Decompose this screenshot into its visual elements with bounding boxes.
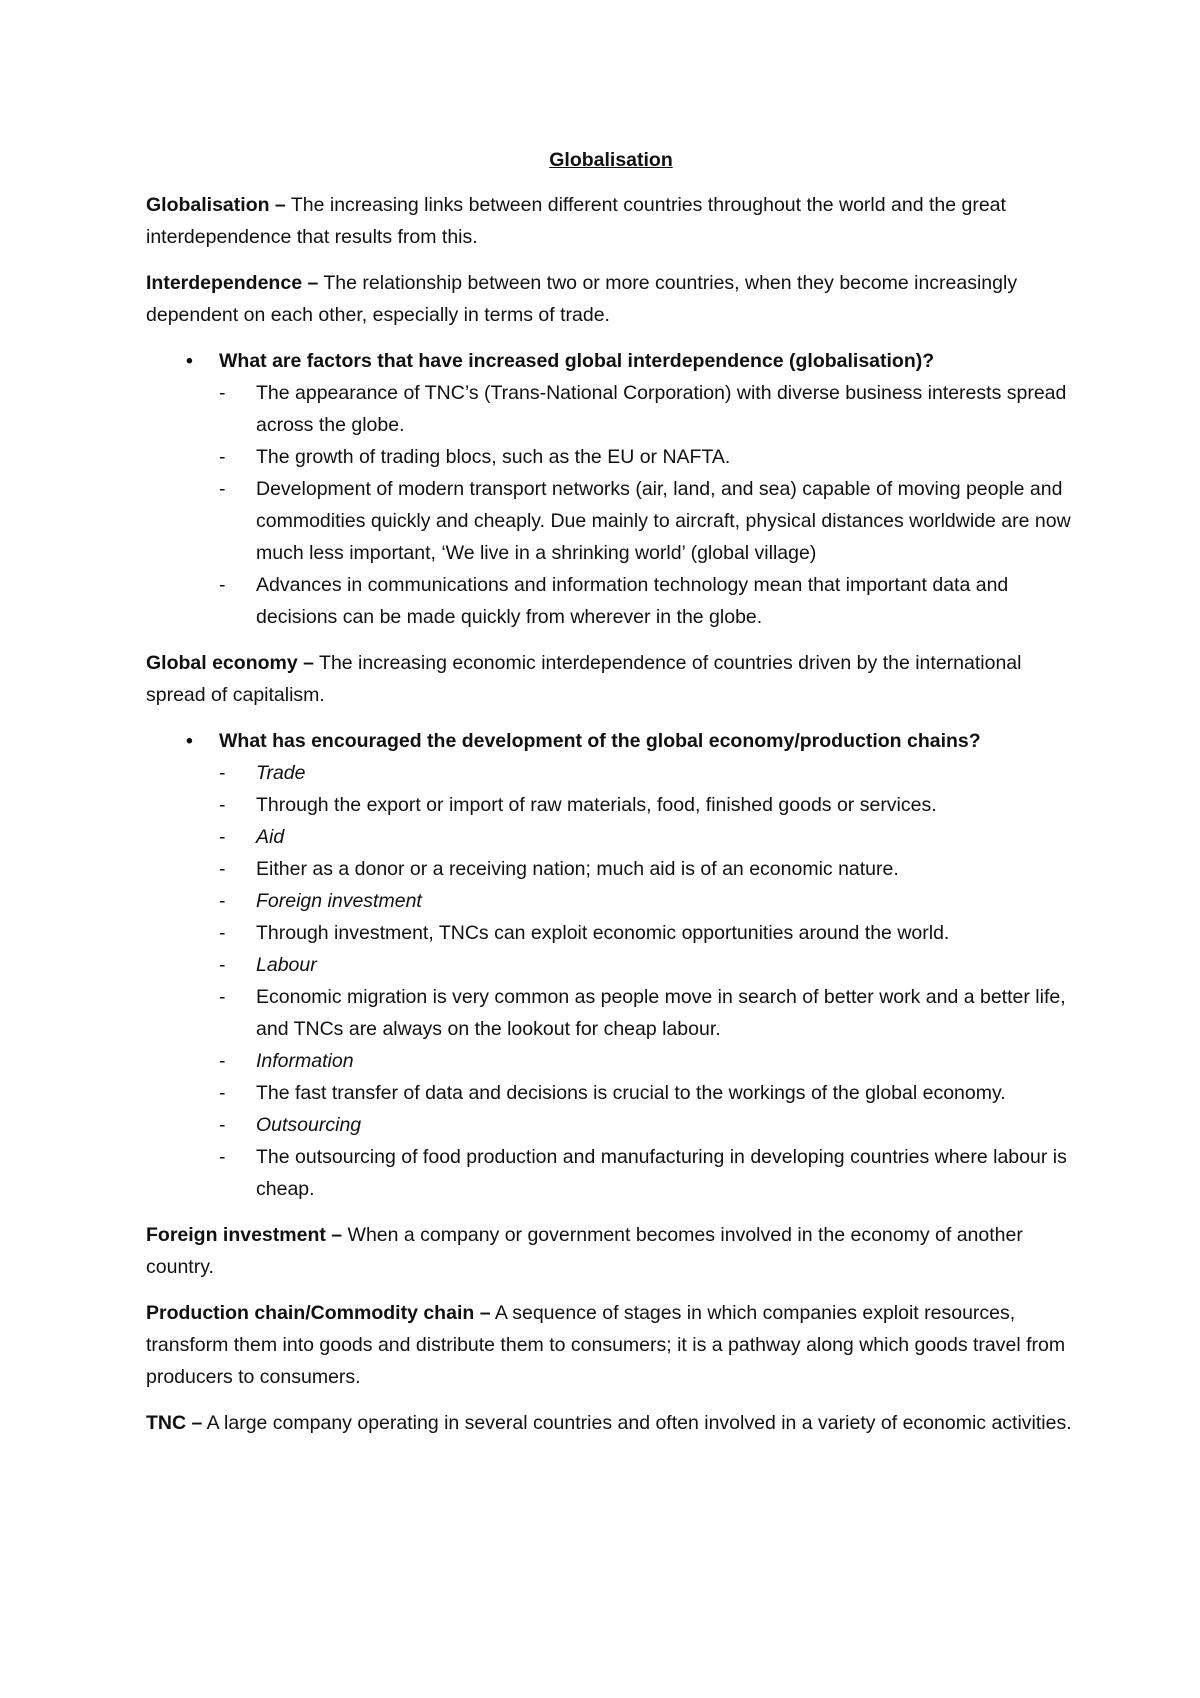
list-item-text: Through investment, TNCs can exploit economic opportunities around the world. — [256, 922, 950, 944]
term-label: TNC – — [146, 1412, 203, 1434]
list-item — [146, 569, 1076, 633]
dash-icon: - — [219, 1114, 226, 1136]
list-item-heading — [146, 1045, 1076, 1077]
dash-icon: - — [219, 858, 226, 880]
definition-text: The increasing links between different countries throughout the world and the great interdependence that results from this. — [146, 194, 1006, 248]
list-item-text: Development of modern transport networks (air, land, and sea) capable of moving people and commodities quickly and cheaply. Due mainly to aircraft, physical distances worldwide are now much less important, ‘We live in a shrinking world’ (global village) — [256, 478, 1071, 564]
definition-text: A large company operating in several countries and often involved in a variety of economic activities. — [202, 1412, 1072, 1434]
list-item-heading — [146, 1109, 1076, 1141]
list-item-text: Through the export or import of raw materials, food, finished goods or services. — [256, 794, 937, 816]
list-item-heading — [146, 821, 1076, 853]
list-item-text: The outsourcing of food production and manufacturing in developing countries where labour is cheap. — [256, 1146, 1067, 1200]
list-item-text: Information — [256, 1050, 354, 1072]
dash-icon: - — [219, 446, 226, 468]
question-text: What has encouraged the development of the global economy/production chains? — [219, 730, 981, 752]
question-global-economy — [146, 725, 1076, 757]
list-item-text: Outsourcing — [256, 1114, 362, 1136]
page-title: Globalisation — [549, 149, 673, 171]
list-item-text: The appearance of TNC’s (Trans-National Corporation) with diverse business interests spread across the globe. — [256, 382, 1067, 436]
list-item — [146, 1141, 1076, 1205]
bullet-icon: • — [186, 350, 193, 372]
term-label: Globalisation – — [146, 194, 286, 216]
list-item-heading — [146, 757, 1076, 789]
list-item — [146, 917, 1076, 949]
dash-icon: - — [219, 794, 226, 816]
definition-text: The relationship between two or more countries, when they become increasingly dependent on each other, especially in terms of trade. — [146, 272, 1018, 326]
list-item-text: Aid — [256, 826, 285, 848]
dash-icon: - — [219, 762, 226, 784]
list-item — [146, 1077, 1076, 1109]
definition-tnc — [146, 1407, 1076, 1439]
definition-production-chain — [146, 1297, 1076, 1393]
term-label: Production chain/Commodity chain – — [146, 1302, 491, 1324]
definition-foreign-investment — [146, 1219, 1076, 1283]
list-item — [146, 981, 1076, 1045]
list-item-text: The growth of trading blocs, such as the EU or NAFTA. — [256, 446, 731, 468]
dash-icon: - — [219, 1146, 226, 1168]
dash-icon: - — [219, 574, 226, 596]
global-economy-list — [146, 757, 1076, 1205]
list-item — [146, 377, 1076, 441]
list-item-text: Trade — [256, 762, 306, 784]
question-text: What are factors that have increased global interdependence (globalisation)? — [219, 350, 935, 372]
list-item-heading — [146, 885, 1076, 917]
definition-interdependence — [146, 267, 1076, 331]
term-label: Global economy – — [146, 652, 314, 674]
factors-list — [146, 377, 1076, 633]
list-item-text: Advances in communications and information technology mean that important data and decisions can be made quickly from wherever in the globe. — [256, 574, 1009, 628]
question-factors — [146, 345, 1076, 377]
dash-icon: - — [219, 922, 226, 944]
document-content — [146, 144, 1076, 1453]
list-item-text: Labour — [256, 954, 317, 976]
dash-icon: - — [219, 382, 226, 404]
list-item-heading — [146, 949, 1076, 981]
term-label: Interdependence – — [146, 272, 319, 294]
list-item — [146, 789, 1076, 821]
definition-globalisation — [146, 189, 1076, 253]
bullet-icon: • — [186, 730, 193, 752]
list-item-text: The fast transfer of data and decisions is crucial to the workings of the global economy. — [256, 1082, 1006, 1104]
dash-icon: - — [219, 954, 226, 976]
definition-text: When a company or government becomes involved in the economy of another country. — [146, 1224, 1023, 1278]
dash-icon: - — [219, 890, 226, 912]
list-item — [146, 473, 1076, 569]
dash-icon: - — [219, 1082, 226, 1104]
term-label: Foreign investment – — [146, 1224, 343, 1246]
list-item — [146, 853, 1076, 885]
dash-icon: - — [219, 478, 226, 500]
dash-icon: - — [219, 826, 226, 848]
definition-global-economy — [146, 647, 1076, 711]
list-item-text: Foreign investment — [256, 890, 422, 912]
list-item-text: Either as a donor or a receiving nation; much aid is of an economic nature. — [256, 858, 899, 880]
dash-icon: - — [219, 1050, 226, 1072]
list-item — [146, 441, 1076, 473]
dash-icon: - — [219, 986, 226, 1008]
definition-text: A sequence of stages in which companies exploit resources, transform them into goods and distribute them to consumers; it is a pathway along which goods travel from producers to consumers. — [146, 1302, 1066, 1388]
list-item-text: Economic migration is very common as people move in search of better work and a better life, and TNCs are always on the lookout for cheap labour. — [256, 986, 1066, 1040]
definition-text: The increasing economic interdependence of countries driven by the international spread of capitalism. — [146, 652, 1022, 706]
